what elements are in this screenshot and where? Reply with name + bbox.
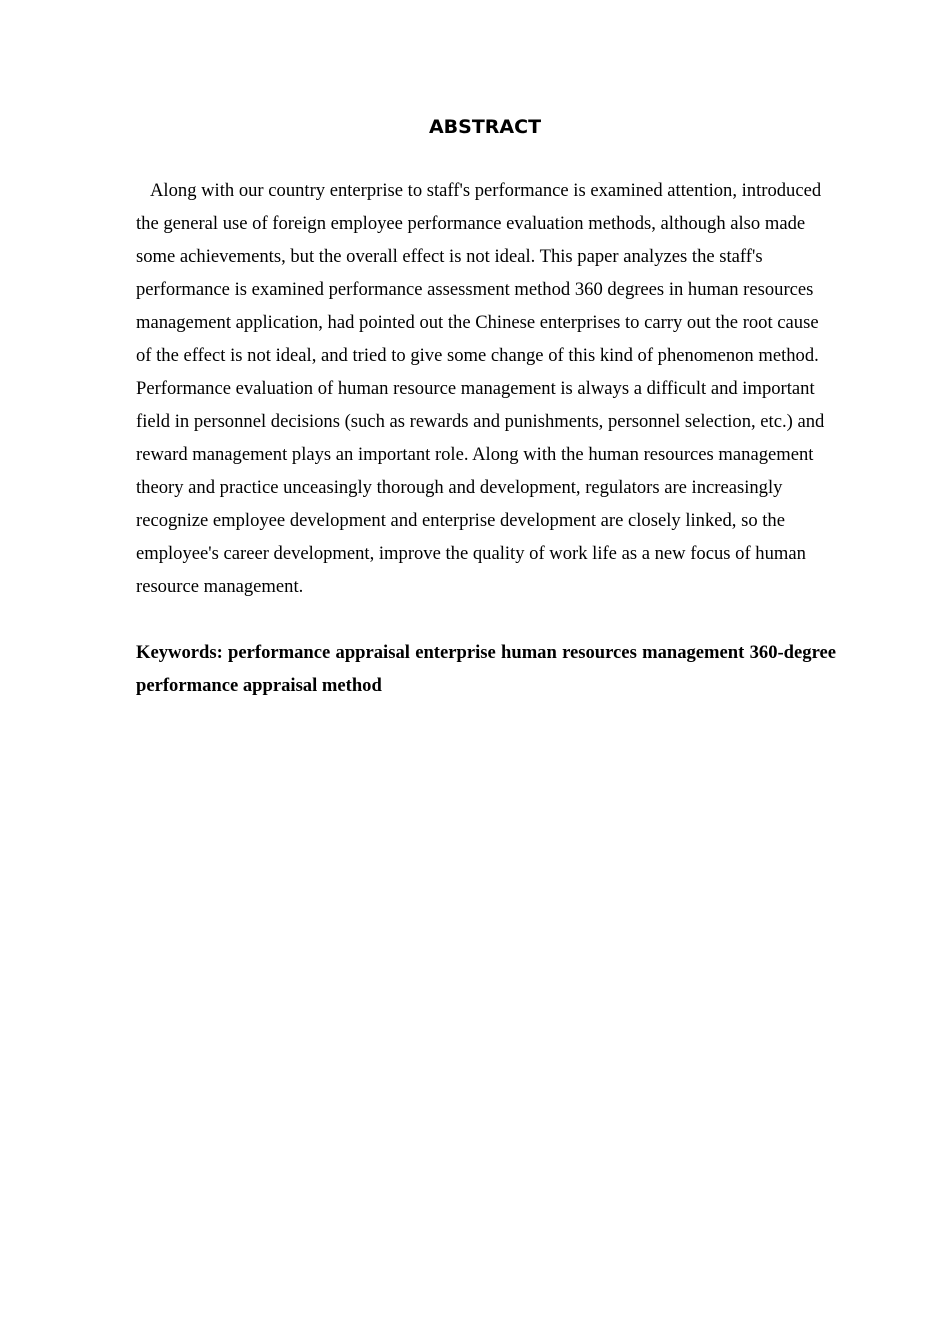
abstract-title: ABSTRACT [428, 116, 542, 138]
abstract-keywords: Keywords: performance appraisal enterprise human resources management 360-degree performance appraisal method [136, 642, 836, 696]
abstract-body: Along with our country enterprise to staff's performance is examined attention, introduced the general use of foreign employee performance evaluation methods, although also made some achievements, but the overall effect is not ideal. This paper analyzes the staff's performance is examined performance assessment method 360 degrees in human resources management application, had pointed out the Chinese enterprises to carry out the root cause of the effect is not ideal, and tried to give some change of this kind of phenomenon method. Performance evaluation of human resource management is always a difficult and important field in personnel decisions (such as rewards and punishments, personnel selection, etc.) and reward management plays an important role. Along with the human resources management theory and practice unceasingly thorough and development, regulators are increasingly recognize employee development and enterprise development are closely linked, so the employee's career development, improve the quality of work life as a new focus of human resource management. [136, 180, 825, 597]
